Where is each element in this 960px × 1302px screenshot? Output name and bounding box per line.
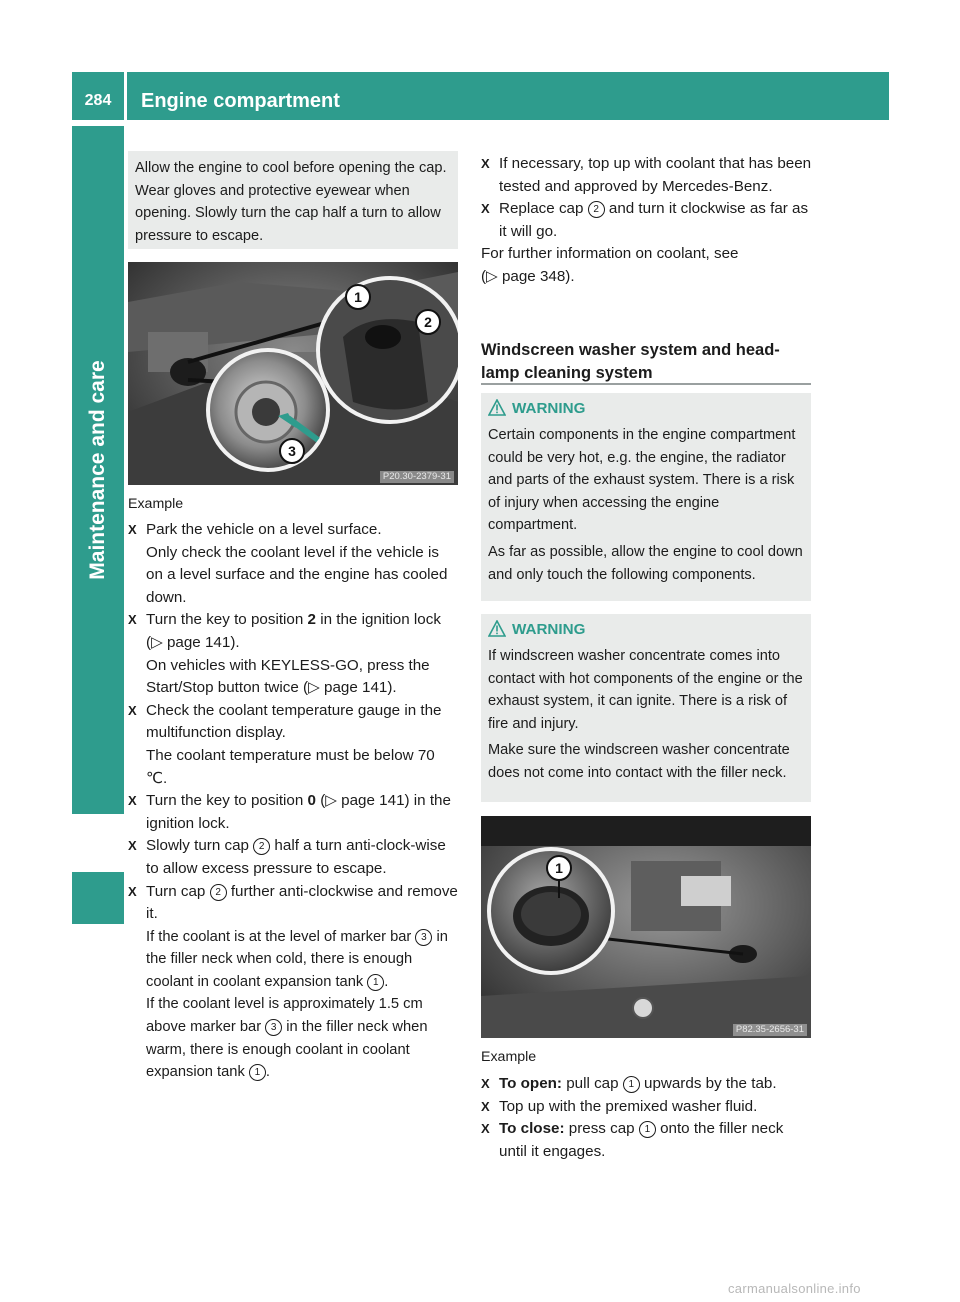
topup-steps	[481, 153, 813, 289]
page-number: 284	[72, 72, 124, 120]
photo-caption: Example	[481, 1049, 537, 1065]
section-rule	[481, 383, 811, 385]
step-6-note-cold: If the coolant is at the level of marker bar 3 in the filler neck when cold, there is enough coolant in coolant expansion tank 1 .	[146, 928, 448, 990]
warning-box-1	[481, 393, 811, 601]
warning-triangle-icon	[488, 620, 506, 637]
warning-1-advice: As far as possible, allow the engine to cool down and only touch the following components.	[488, 543, 803, 583]
washer-step-close: X To close: press cap 1 onto the filler neck until it engages.	[481, 1120, 784, 1160]
step-6-note-warm: If the coolant level is approximately 1.5 cm above marker bar 3 in the filler neck when warm, there is enough coolant in coolant expansion tank 1 .	[146, 996, 428, 1081]
topup-step-1: X If necessary, top up with coolant that has been tested and approved by Mercedes-Benz.	[481, 155, 812, 195]
washer-steps	[481, 1073, 813, 1163]
chapter-title: Engine compartment	[127, 72, 889, 120]
photo-code: P82.35-2656-31	[733, 1024, 807, 1036]
marker-2-inline: 2	[588, 201, 605, 218]
watermark: carmanualsonline.info	[728, 1281, 861, 1296]
engine-photo-coolant	[128, 262, 458, 485]
svg-text:3: 3	[288, 443, 296, 459]
washer-step-open: X To open: pull cap 1 upwards by the tab.	[481, 1075, 777, 1092]
photo-code: P20.30-2379-31	[380, 471, 454, 483]
marker-1-inline: 1	[249, 1064, 266, 1081]
step-6: X Turn cap 2 further anti-clockwise and remove it.	[128, 882, 458, 923]
step-1-note: Only check the coolant level if the vehicle is on a level surface and the engine has cooled down.	[146, 543, 448, 606]
further-info: For further information on coolant, see	[481, 245, 739, 263]
marker-2-inline: 2	[210, 884, 227, 901]
marker-2	[416, 310, 440, 334]
side-tab	[72, 126, 124, 814]
svg-text:1: 1	[354, 289, 362, 305]
marker-2-inline: 2	[253, 838, 270, 855]
page-ref-link[interactable]: ▷ page 141	[151, 633, 231, 651]
warning-triangle-icon	[488, 399, 506, 416]
step-3-note: The coolant temperature must be below 70 ℃.	[146, 746, 435, 787]
step-2: X Turn the key to position 2 in the ignition lock (▷ page 141).	[128, 611, 441, 651]
washer-step-topup: X Top up with the premixed washer fluid.	[481, 1097, 758, 1115]
photo-caption: Example	[128, 496, 184, 512]
engine-washer-illustration	[481, 816, 811, 1038]
cooling-note-text: Allow the engine to cool before opening the cap. Wear gloves and protective eyewear when opening. Slowly turn the cap half a turn to allow pressure to escape.	[135, 160, 447, 244]
step-2-note: On vehicles with KEYLESS-GO, press the Start/Stop button twice (▷ page 141).	[146, 656, 430, 697]
marker-1-inline: 1	[367, 974, 384, 991]
marker-3	[280, 439, 304, 463]
marker-1-inline: 1	[623, 1076, 640, 1093]
warning-1-heading: WARNING	[488, 398, 805, 420]
topup-step-2: X Replace cap 2 and turn it clockwise as far as it will go.	[481, 200, 809, 240]
section-title: Windscreen washer system and head- lamp cleaning system	[481, 341, 780, 382]
svg-text:1: 1	[555, 860, 563, 876]
warning-box-2	[481, 614, 811, 802]
step-5: X Slowly turn cap 2 half a turn anti-clock-wise to allow excess pressure to escape.	[128, 837, 446, 877]
step-4: X Turn the key to position 0 (▷ page 141) in the ignition lock.	[128, 792, 451, 832]
page-ref-link[interactable]: ▷ page 141	[325, 792, 405, 810]
warning-1-text: Certain components in the engine compartment could be very hot, e.g. the engine, the radiator and parts of the exhaust system. There is a risk of injury when accessing the engine compartment.	[488, 427, 796, 534]
marker-3-inline: 3	[265, 1019, 282, 1036]
marker-1	[346, 285, 370, 309]
engine-photo-washer	[481, 816, 811, 1038]
side-tab-marker	[72, 872, 124, 924]
further-info-ref[interactable]: (▷ page 348).	[481, 267, 575, 285]
marker-1-inline: 1	[639, 1121, 656, 1138]
page-ref-link[interactable]: ▷ page 141	[308, 679, 388, 697]
step-3: X Check the coolant temperature gauge in the multifunction display.	[128, 701, 442, 742]
marker-1	[547, 856, 571, 880]
warning-2-advice: Make sure the windscreen washer concentrate does not come into contact with the filler neck.	[488, 742, 790, 781]
side-tab-label: Maintenance and care	[86, 360, 109, 580]
step-1: X Park the vehicle on a level surface.	[128, 521, 382, 538]
coolant-steps	[128, 519, 460, 1084]
cooling-note	[128, 151, 458, 249]
warning-2-heading: WARNING	[488, 619, 807, 641]
engine-coolant-illustration	[128, 262, 458, 485]
marker-3-inline: 3	[415, 929, 432, 946]
svg-text:2: 2	[424, 314, 432, 330]
warning-2-text: If windscreen washer concentrate comes into contact with hot components of the engine or the exhaust system, it can ignite. There is a risk of fire and injury.	[488, 648, 803, 732]
